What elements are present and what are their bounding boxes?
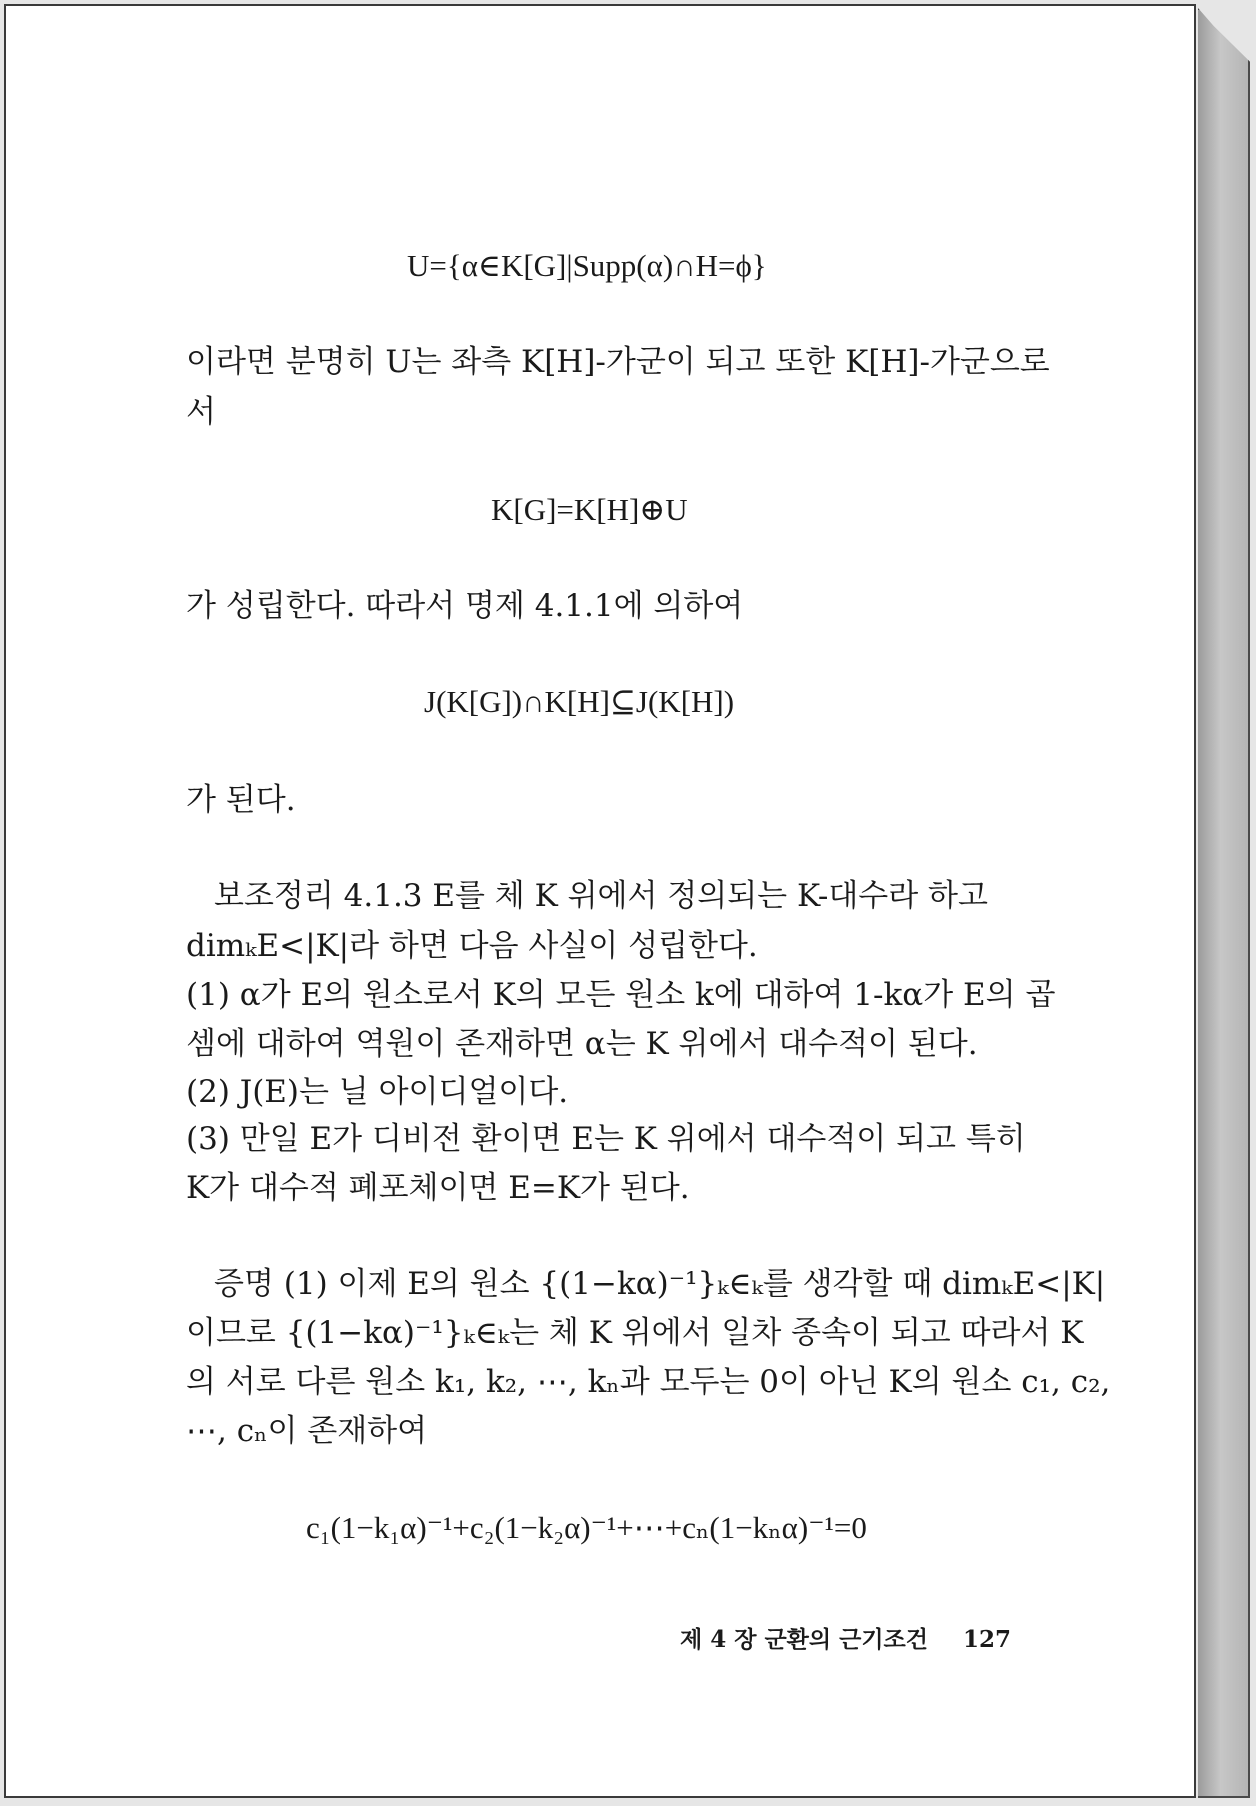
equation-3: J(K[G])∩K[H]⊆J(K[H]) — [424, 684, 735, 719]
lemma-item-3-line-2: K가 대수적 폐포체이면 E=K가 된다. — [186, 1170, 690, 1206]
proof-line-2: 이므로 {(1−kα)⁻¹}ₖ∈ₖ는 체 K 위에서 일차 종속이 되고 따라서 K — [186, 1315, 1084, 1351]
footer-chapter-title: 제 4 장 군환의 근기조건 — [680, 1626, 928, 1653]
paragraph-1-line-2: 서 — [186, 394, 216, 430]
lemma-item-1-line-1: (1) α가 E의 원소로서 K의 모든 원소 k에 대하여 1-kα가 E의 곱 — [186, 977, 1056, 1013]
footer-page-number: 127 — [963, 1626, 1012, 1653]
paragraph-2: 가 성립한다. 따라서 명제 4.1.1에 의하여 — [186, 588, 744, 624]
proof-line-4: ⋯, cₙ이 존재하여 — [186, 1413, 428, 1449]
paragraph-3: 가 된다. — [186, 782, 296, 818]
page-stack-edge — [1198, 8, 1250, 1798]
equation-2: K[G]=K[H]⊕U — [491, 492, 688, 527]
lemma-item-3-line-1: (3) 만일 E가 디비전 환이면 E는 K 위에서 대수적이 되고 특히 — [186, 1121, 1026, 1157]
proof-line-3: 의 서로 다른 원소 k₁, k₂, ⋯, kₙ과 모두는 0이 아닌 K의 원소 c₁, c₂, — [186, 1364, 1111, 1400]
lemma-item-2: (2) J(E)는 닐 아이디얼이다. — [186, 1074, 569, 1110]
paragraph-1-line-1: 이라면 분명히 U는 좌측 K[H]-가군이 되고 또한 K[H]-가군으로 — [186, 344, 1050, 380]
lemma-item-1-line-2: 셈에 대하여 역원이 존재하면 α는 K 위에서 대수적이 된다. — [186, 1026, 978, 1062]
equation-4: c₁(1−k₁α)⁻¹+c₂(1−k₂α)⁻¹+⋯+cₙ(1−kₙα)⁻¹=0 — [306, 1510, 867, 1545]
lemma-line-1: 보조정리 4.1.3 E를 체 K 위에서 정의되는 K-대수라 하고 — [214, 878, 988, 914]
proof-line-1: 증명 (1) 이제 E의 원소 {(1−kα)⁻¹}ₖ∈ₖ를 생각할 때 dimₖE<|K| — [214, 1266, 1106, 1302]
lemma-line-2: dimₖE<|K|라 하면 다음 사실이 성립한다. — [186, 928, 758, 964]
equation-1: U={α∈K[G]|Supp(α)∩H=ϕ} — [407, 248, 767, 283]
